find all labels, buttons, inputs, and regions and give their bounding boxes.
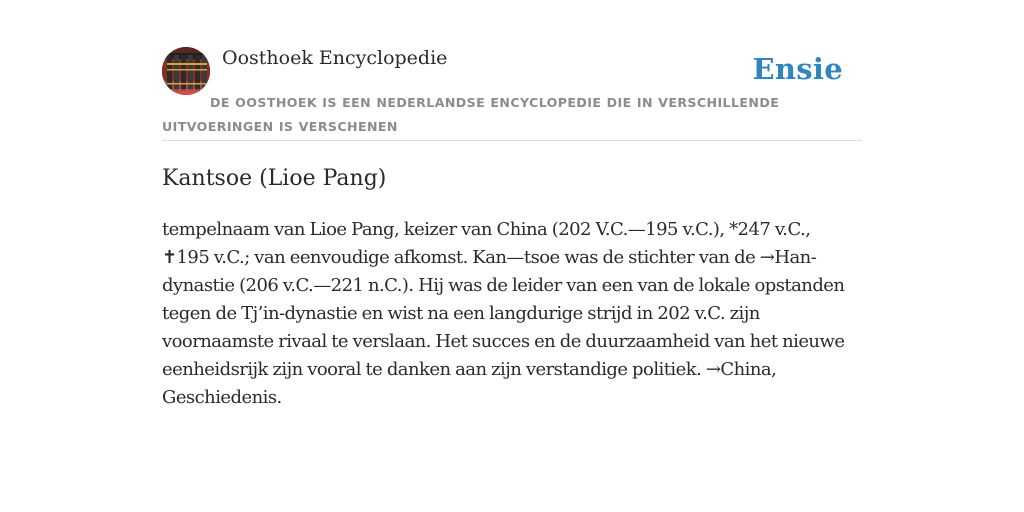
site-header <box>162 46 862 141</box>
body-text: (206 v.C.—221 n.C.). Hij was de leider van een van de lokale opstanden tegen de Tj’in-dynastie en wist na een langdurige strijd in 202 v.C. zijn voornaamste rivaal te verslaan. Het succes en de duurzaamheid van het nieuwe eenheidsrijk zijn vooral te danken aan zijn verstandige politiek. <box>162 275 845 380</box>
link-han-dynastie[interactable]: →Han-dynastie <box>162 247 817 296</box>
link-china[interactable]: →China <box>705 359 772 380</box>
site-tagline: DE OOSTHOEK IS EEN NEDERLANDSE ENCYCLOPEDIE DIE IN VERSCHILLENDE UITVOERINGEN IS VERSCHENEN <box>162 95 780 134</box>
site-title[interactable]: Oosthoek Encyclopedie <box>222 47 448 69</box>
body-text: , <box>771 359 777 380</box>
entry-title: Kantsoe (Lioe Pang) <box>162 166 387 191</box>
book-spines-icon[interactable] <box>162 47 210 95</box>
entry-body <box>162 216 862 412</box>
body-text: . <box>276 387 282 408</box>
body-text: tempelnaam van Lioe Pang, keizer van China (202 V.C.—195 v.C.), *247 v.C., ✝195 v.C.; van eenvoudige afkomst. Kan—tsoe was de stichter van de <box>162 219 811 268</box>
brand-logo[interactable]: Ensie <box>752 52 843 86</box>
link-geschiedenis[interactable]: Geschiedenis <box>162 387 277 408</box>
